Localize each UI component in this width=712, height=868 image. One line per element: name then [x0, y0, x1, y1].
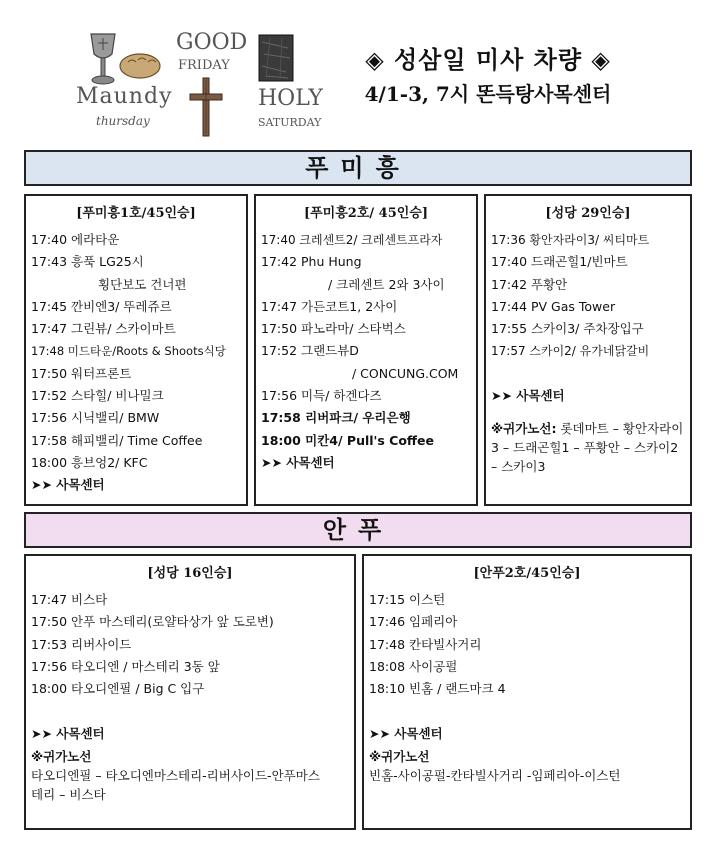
stop-row: 17:52 그랜드뷰D: [261, 343, 359, 359]
stop-row: 17:56 타오디엔 / 마스테리 3동 앞: [31, 658, 220, 674]
stop-row: 17:48 칸타빌사거리: [369, 636, 482, 652]
bus-route-box-an-phu-2: [362, 554, 692, 830]
good-label: GOOD: [176, 30, 248, 55]
tomb-stone-icon: [258, 34, 294, 82]
destination-row: ➤➤ 사목센터: [491, 388, 565, 404]
stop-row: 17:42 Phu Hung: [261, 254, 362, 270]
page-title: ◈ 성삼일 미사 차량 ◈: [365, 45, 611, 74]
return-route-text: 롯데마트 – 황안자라이3 – 드래곤힐1 – 푸황안 – 스카이2 – 스카이3: [491, 421, 684, 475]
bus-route-box-phu-my-hung-1: [24, 194, 248, 506]
stop-row: 17:57 스카이2/ 유가네닭갈비: [491, 344, 650, 359]
stop-row: 18:08 사이공펄: [369, 658, 458, 674]
stop-row: 17:56 미득/ 하겐다즈: [261, 388, 382, 404]
stop-row: 17:46 임페리아: [369, 614, 458, 630]
stop-row: 17:56 시닉밸리/ BMW: [31, 410, 160, 426]
return-route-text: 빈홈-사이공펄-칸타빌사거리 -임페리아-이스턴: [369, 768, 621, 784]
stop-row-detail: / 크레센트 2와 3사이: [328, 276, 445, 292]
bus-route-heading: [푸미흥2호/ 45인승]: [303, 206, 429, 221]
stop-row: 17:53 리버사이드: [31, 636, 132, 652]
stop-row: 17:15 이스턴: [369, 592, 446, 607]
spacer-row: [26, 700, 354, 722]
stop-row: 18:00 흥브엉2/ KFC: [31, 454, 148, 470]
return-route-note: [486, 419, 690, 476]
stop-row: 17:50 워터프론트: [31, 365, 132, 381]
bus-route-box-phu-my-hung-2: [254, 194, 478, 506]
thursday-label: thursday: [96, 114, 150, 128]
bus-route-box-church-16: [24, 554, 356, 830]
stop-row: 18:00 타오디엔필 / Big C 입구: [31, 681, 205, 697]
stop-row: 17:36 황안자라이3/ 씨티마트: [491, 233, 650, 247]
stop-row-detail: / CONCUNG.COM: [352, 365, 459, 381]
stop-row: 17:44 PV Gas Tower: [491, 298, 616, 314]
stop-row: 17:42 푸황안: [491, 276, 568, 292]
destination-row: ➤➤ 사목센터: [261, 454, 335, 470]
spacer-row: [364, 700, 690, 722]
bus-route-heading: [푸미흥1호/45인승]: [76, 206, 196, 221]
return-route-label: ※귀가노선:: [491, 421, 557, 437]
stop-row: 17:47 비스타: [31, 592, 108, 607]
destination-row: ➤➤ 사목센터: [31, 477, 105, 493]
stop-row: 18:10 빈홈 / 랜드마크 4: [369, 681, 506, 697]
cross-icon: [186, 76, 226, 138]
saturday-label: SATURDAY: [258, 116, 322, 129]
bus-route-heading: [성당 16인승]: [147, 566, 233, 581]
return-route-text: 타오디엔필 – 타오디엔마스테리-리버사이드-안푸마스테리 – 비스타: [31, 768, 320, 803]
stop-row: 17:52 스타힐/ 비나밀크: [31, 388, 164, 404]
stop-row-detail: 횡단보도 건너편: [98, 276, 187, 292]
stop-row: 17:50 안푸 마스테리(로얄타상가 앞 도로변): [31, 614, 274, 630]
page-subtitle: 4/1-3, 7시 똔득탕사목센터: [364, 82, 612, 106]
bread-icon: [118, 48, 162, 80]
stop-row: 18:00 미칸4/ Pull's Coffee: [261, 432, 434, 448]
stop-row: 17:40 에라타운: [31, 232, 120, 247]
maundy-label: Maundy: [76, 84, 173, 109]
holy-label: HOLY: [258, 86, 323, 111]
bus-route-heading: [성당 29인승]: [545, 206, 631, 221]
section-title-an-phu: 안푸: [24, 512, 692, 548]
return-route-label: ※귀가노선: [369, 749, 430, 765]
return-route-note: [26, 747, 354, 804]
bus-route-box-church-29: [484, 194, 692, 506]
stop-row: 17:40 크레센트2/ 크레센트프라자: [261, 233, 443, 247]
section-title-phu-my-hung: 푸미흥: [24, 150, 692, 186]
stop-row: 17:48 미드타운/Roots & Shoots식당: [31, 344, 226, 359]
chalice-icon: [88, 32, 118, 87]
destination-row: ➤➤ 사목센터: [369, 725, 443, 741]
stop-row: 17:55 스카이3/ 주차장입구: [491, 321, 644, 337]
return-route-label: ※귀가노선: [31, 749, 92, 765]
destination-row: ➤➤ 사목센터: [31, 725, 105, 741]
stop-row: 17:58 리버파크/ 우리은행: [261, 410, 411, 426]
friday-label: FRIDAY: [178, 58, 230, 73]
spacer-row: [486, 363, 690, 385]
stop-row: 17:50 파노라마/ 스타벅스: [261, 321, 406, 337]
bus-route-heading: [안푸2호/45인승]: [473, 566, 581, 581]
stop-row: 17:58 해피밸리/ Time Coffee: [31, 432, 203, 448]
stop-row: 17:45 깐비엔3/ 뚜레쥬르: [31, 298, 172, 314]
stop-row: 17:47 가든코트1, 2사이: [261, 298, 398, 314]
return-route-note: [364, 747, 690, 785]
stop-row: 17:40 드래곤힐1/빈마트: [491, 254, 628, 270]
stop-row: 17:47 그린뷰/ 스카이마트: [31, 321, 176, 337]
stop-row: 17:43 흥푹 LG25시: [31, 254, 144, 270]
